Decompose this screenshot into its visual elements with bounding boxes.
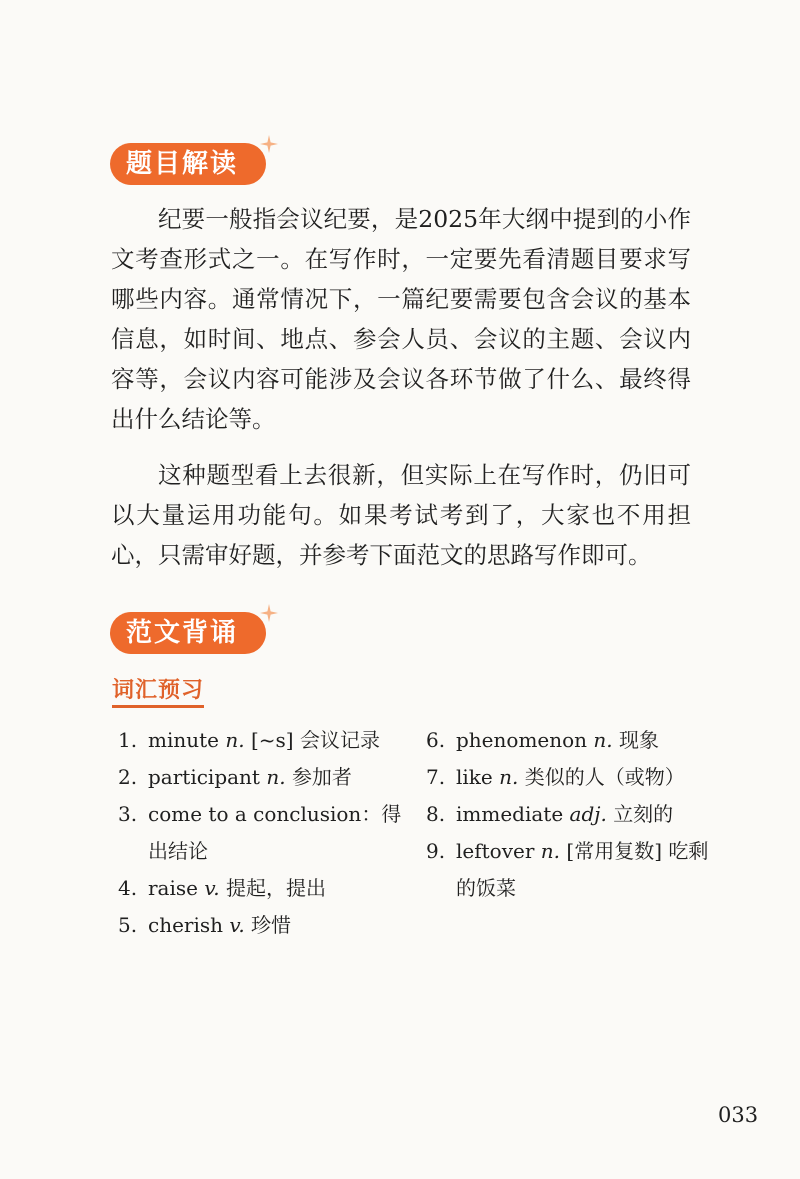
vocab-item xyxy=(426,759,716,796)
section-title-model-essay xyxy=(110,612,266,654)
vocab-number: 7. xyxy=(426,765,446,789)
vocab-meaning: 类似的人（或物） xyxy=(524,765,685,789)
vocab-word: leftover xyxy=(456,839,535,863)
vocab-number: 1. xyxy=(118,728,138,752)
vocab-list-left xyxy=(118,722,403,944)
vocab-number: 3. xyxy=(118,802,138,826)
vocab-number: 9. xyxy=(426,839,446,863)
vocab-number: 2. xyxy=(118,765,138,789)
vocab-meaning: [~s] 会议记录 xyxy=(250,728,380,752)
vocab-meaning: ：得出结论 xyxy=(148,802,402,863)
vocab-word: raise xyxy=(148,876,198,900)
vocab-item xyxy=(118,759,403,796)
page-number: 033 xyxy=(718,1103,759,1127)
vocab-item xyxy=(118,796,403,870)
vocab-number: 8. xyxy=(426,802,446,826)
vocab-pos: n. xyxy=(499,765,519,789)
vocab-item xyxy=(426,722,716,759)
section-title-interpretation-text: 题目解读 xyxy=(126,149,239,179)
vocab-number: 6. xyxy=(426,728,446,752)
vocab-pos: n. xyxy=(593,728,613,752)
vocab-meaning: 现象 xyxy=(619,728,660,752)
section-title-model-essay-text: 范文背诵 xyxy=(126,618,239,648)
vocab-word: immediate xyxy=(456,802,564,826)
vocab-word: phenomenon xyxy=(456,728,588,752)
vocab-item xyxy=(426,796,716,833)
vocab-meaning: 立刻的 xyxy=(613,802,674,826)
vocab-meaning: 珍惜 xyxy=(251,913,292,937)
vocab-item xyxy=(118,870,403,907)
vocab-word: participant xyxy=(148,765,260,789)
vocab-preview-heading: 词汇预习 xyxy=(112,676,204,708)
vocab-list-right xyxy=(426,722,716,907)
vocab-word: come to a conclusion xyxy=(148,802,362,826)
vocab-item xyxy=(426,833,716,907)
vocab-word: minute xyxy=(148,728,219,752)
vocab-word: like xyxy=(456,765,493,789)
sparkle-icon xyxy=(260,604,278,622)
vocab-item xyxy=(118,907,403,944)
vocab-pos: n. xyxy=(266,765,286,789)
paragraph-advice: 这种题型看上去很新，但实际上在写作时，仍旧可以大量运用功能句。如果考试考到了，大家也不用担心，只需审好题，并参考下面范文的思路写作即可。 xyxy=(111,461,691,569)
paragraph-intro: 纪要一般指会议纪要，是2025年大纲中提到的小作文考查形式之一。在写作时，一定要先看清题目要求写哪些内容。通常情况下，一篇纪要需要包含会议的基本信息，如时间、地点、参会人员、会议的主题、会议内容等，会议内容可能涉及会议各环节做了什么、最终得出什么结论等。 xyxy=(111,205,691,433)
vocab-meaning: [常用复数] 吃剩的饭菜 xyxy=(456,839,709,900)
vocab-word: cherish xyxy=(148,913,224,937)
vocab-pos: v. xyxy=(229,913,245,937)
vocab-item xyxy=(118,722,403,759)
vocab-number: 4. xyxy=(118,876,138,900)
vocab-pos: v. xyxy=(204,876,220,900)
vocab-pos: n. xyxy=(225,728,245,752)
vocab-meaning: 参加者 xyxy=(291,765,352,789)
sparkle-icon xyxy=(260,135,278,153)
section-title-interpretation xyxy=(110,143,266,185)
vocab-pos: adj. xyxy=(569,802,607,826)
vocab-number: 5. xyxy=(118,913,138,937)
vocab-pos: n. xyxy=(540,839,561,863)
vocab-meaning: 提起，提出 xyxy=(226,876,326,900)
